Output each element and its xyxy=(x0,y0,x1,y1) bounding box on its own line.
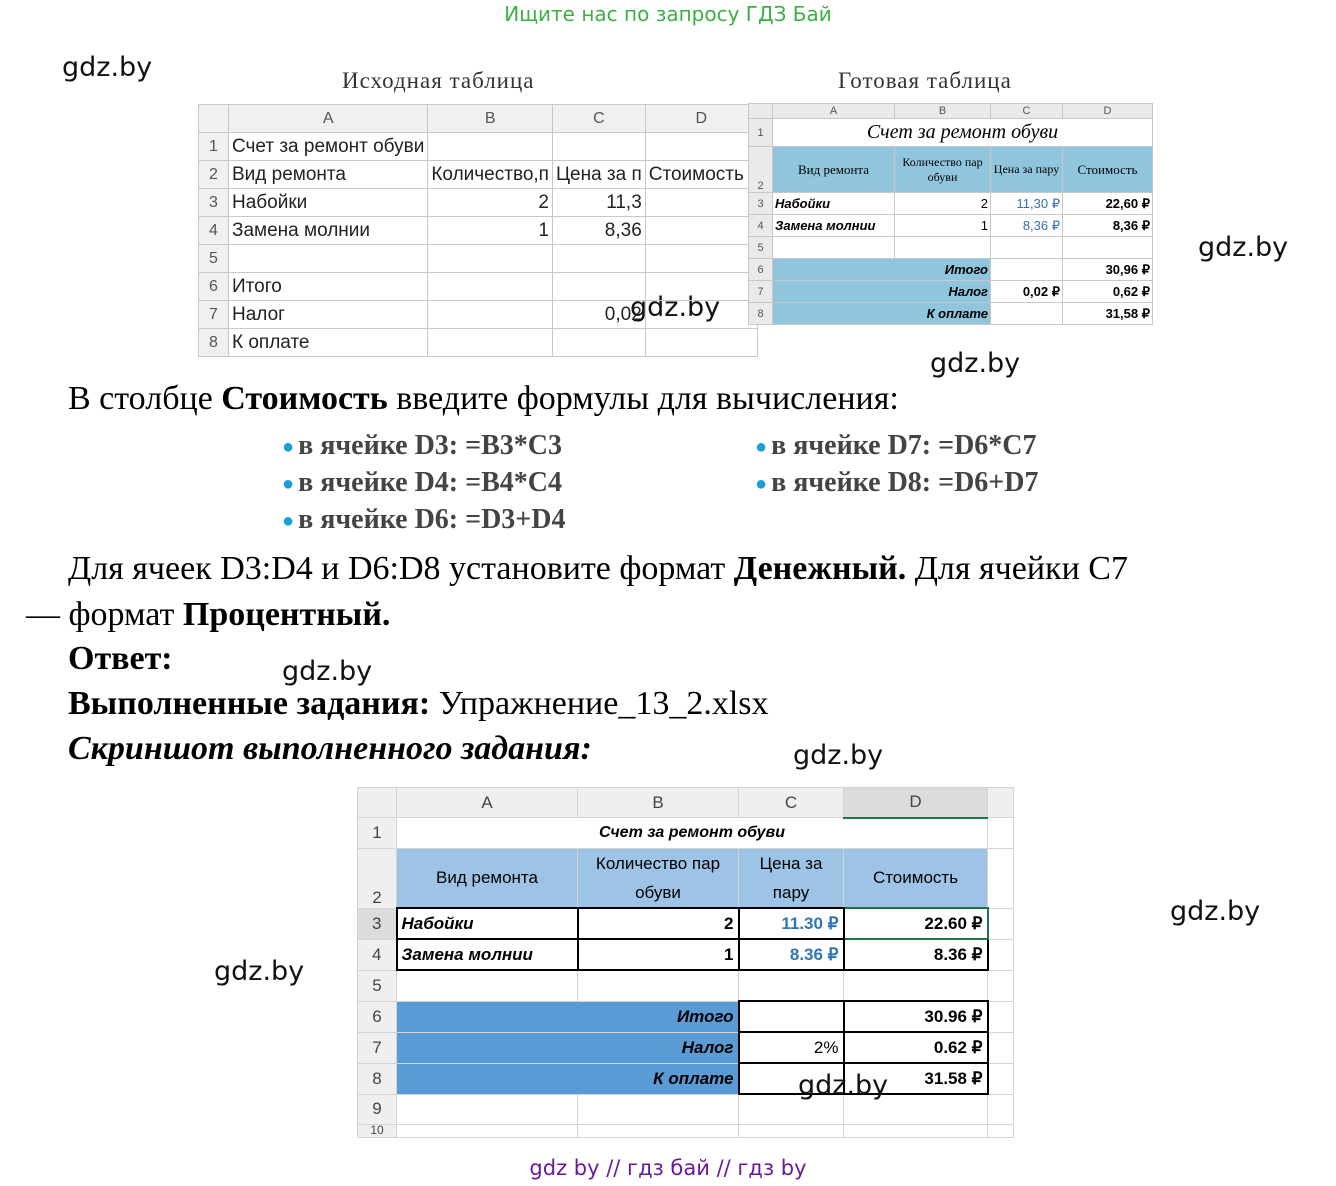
table-row xyxy=(749,193,1153,215)
column-header: A xyxy=(773,104,895,119)
cell[interactable]: Замена молнии xyxy=(397,939,578,970)
cell: Цена за п xyxy=(552,161,645,189)
cell: Набойки xyxy=(773,193,895,215)
cell: К оплате xyxy=(229,329,428,357)
table-row xyxy=(749,259,1153,281)
cell: 0,02 xyxy=(552,301,645,329)
cell[interactable] xyxy=(988,1094,1014,1125)
cell[interactable] xyxy=(578,1125,739,1138)
cell: Счет за ремонт обуви xyxy=(229,133,428,161)
cell: 0,62 ₽ xyxy=(1063,281,1153,303)
column-header: D xyxy=(1063,104,1153,119)
column-header: A xyxy=(229,105,428,133)
cell xyxy=(645,133,757,161)
cell[interactable] xyxy=(988,1125,1014,1138)
cell[interactable]: 31.58 ₽ xyxy=(844,1063,988,1094)
column-header: D xyxy=(645,105,757,133)
row-number: 5 xyxy=(199,245,229,273)
caption-done-table: Готовая таблица xyxy=(838,68,1012,93)
table-row xyxy=(358,1094,1014,1125)
table-row xyxy=(749,237,1153,259)
cell[interactable] xyxy=(844,970,988,1001)
row-number: 4 xyxy=(199,217,229,245)
invoice-title[interactable]: Счет за ремонт обуви xyxy=(397,818,988,849)
corner-cell xyxy=(749,104,773,119)
excel-sheet[interactable] xyxy=(357,787,1014,1138)
row-number: 1 xyxy=(749,119,773,147)
row-number[interactable]: 10 xyxy=(358,1125,397,1138)
table-row xyxy=(358,1001,1014,1032)
row-number[interactable]: 9 xyxy=(358,1094,397,1125)
formula-item: ● в ячейке D3: =B3*C3 xyxy=(282,430,562,461)
invoice-title: Счет за ремонт обуви xyxy=(773,119,1153,147)
total-label: Итого xyxy=(773,259,991,281)
cell: Замена молнии xyxy=(229,217,428,245)
header-cell[interactable]: Стоимость xyxy=(844,848,988,908)
done-tasks: Выполненные задания: Упражнение_13_2.xlsx xyxy=(68,685,769,722)
table-row xyxy=(199,217,758,245)
select-all-corner[interactable] xyxy=(358,788,397,818)
table-row xyxy=(749,303,1153,325)
row-number: 2 xyxy=(199,161,229,189)
cell[interactable]: 11.30 ₽ xyxy=(739,908,844,939)
cell xyxy=(428,273,553,301)
watermark: gdz.by xyxy=(930,348,1021,379)
header-cell[interactable]: Цена за пару xyxy=(739,848,844,908)
formula-item: ● в ячейке D4: =B4*C4 xyxy=(282,467,562,498)
cell xyxy=(552,329,645,357)
table-row xyxy=(199,245,758,273)
formula-item: ● в ячейке D6: =D3+D4 xyxy=(282,504,566,535)
cell[interactable]: 1 xyxy=(578,939,739,970)
cell xyxy=(991,303,1063,325)
cell[interactable] xyxy=(397,1125,578,1138)
row-number: 8 xyxy=(749,303,773,325)
cell[interactable] xyxy=(988,848,1014,908)
column-header[interactable]: A xyxy=(397,788,578,818)
cell[interactable] xyxy=(988,1063,1014,1094)
cell[interactable]: 8.36 ₽ xyxy=(844,939,988,970)
row-number: 6 xyxy=(199,273,229,301)
watermark: gdz.by xyxy=(793,740,884,771)
cell: 11,30 ₽ xyxy=(991,193,1063,215)
column-header[interactable]: C xyxy=(739,788,844,818)
total-label[interactable]: Итого xyxy=(397,1001,739,1032)
cell[interactable] xyxy=(844,1125,988,1138)
cell: 22,60 ₽ xyxy=(1063,193,1153,215)
watermark: gdz.by xyxy=(282,656,373,687)
table-row xyxy=(358,1063,1014,1094)
cell xyxy=(645,273,757,301)
cell xyxy=(991,237,1063,259)
column-header[interactable]: B xyxy=(578,788,739,818)
header-cell: Количество пар обуви xyxy=(895,147,991,193)
column-header: C xyxy=(552,105,645,133)
cell xyxy=(773,237,895,259)
watermark: gdz.by xyxy=(1198,232,1289,263)
cell xyxy=(991,259,1063,281)
cell xyxy=(645,245,757,273)
cell xyxy=(645,217,757,245)
row-number[interactable]: 5 xyxy=(358,970,397,1001)
row-number: 7 xyxy=(199,301,229,329)
header-cell[interactable]: Вид ремонта xyxy=(397,848,578,908)
cell[interactable] xyxy=(988,970,1014,1001)
row-number[interactable]: 4 xyxy=(358,939,397,970)
cell[interactable] xyxy=(578,970,739,1001)
row-number[interactable]: 8 xyxy=(358,1063,397,1094)
cell xyxy=(428,245,553,273)
source-table xyxy=(198,104,758,357)
table-row xyxy=(358,908,1014,939)
cell[interactable] xyxy=(988,1032,1014,1063)
format-instruction-cont: — формат Процентный. xyxy=(26,596,391,633)
watermark: gdz.by xyxy=(214,956,305,987)
cell xyxy=(1063,237,1153,259)
cell xyxy=(552,133,645,161)
screenshot-label: Скриншот выполненного задания: xyxy=(68,730,592,767)
cell[interactable] xyxy=(739,1001,844,1032)
cell[interactable]: 30.96 ₽ xyxy=(844,1001,988,1032)
cell: 8,36 ₽ xyxy=(1063,215,1153,237)
cell[interactable] xyxy=(397,1094,578,1125)
watermark: gdz.by xyxy=(1170,896,1261,927)
header-cell[interactable]: Количество пар обуви xyxy=(578,848,739,908)
payable-label[interactable]: К оплате xyxy=(397,1063,739,1094)
format-instruction: Для ячеек D3:D4 и D6:D8 установите формат Денежный. Для ячейки C7 xyxy=(68,550,1128,587)
top-banner[interactable]: Ищите нас по запросу ГДЗ Бай xyxy=(504,2,832,26)
cell xyxy=(645,189,757,217)
header-cell: Вид ремонта xyxy=(773,147,895,193)
row-number[interactable]: 6 xyxy=(358,1001,397,1032)
table-row xyxy=(749,281,1153,303)
cell[interactable] xyxy=(397,970,578,1001)
formula-item: ● в ячейке D8: =D6+D7 xyxy=(755,467,1039,498)
formula-item: ● в ячейке D7: =D6*C7 xyxy=(755,430,1037,461)
row-number[interactable]: 7 xyxy=(358,1032,397,1063)
cell xyxy=(645,301,757,329)
cell xyxy=(229,245,428,273)
cell: Налог xyxy=(229,301,428,329)
tax-label: Налог xyxy=(773,281,991,303)
cell[interactable]: 2 xyxy=(578,908,739,939)
cell[interactable] xyxy=(739,1125,844,1138)
cell: Набойки xyxy=(229,189,428,217)
cell[interactable] xyxy=(988,1001,1014,1032)
row-number: 7 xyxy=(749,281,773,303)
caption-source-table: Исходная таблица xyxy=(342,68,535,93)
row-number: 4 xyxy=(749,215,773,237)
cell[interactable] xyxy=(988,939,1014,970)
cell xyxy=(428,301,553,329)
cell: 1 xyxy=(895,215,991,237)
row-number: 8 xyxy=(199,329,229,357)
watermark: gdz.by xyxy=(798,1070,889,1101)
table-row xyxy=(358,1032,1014,1063)
row-number: 1 xyxy=(199,133,229,161)
row-number: 3 xyxy=(749,193,773,215)
done-table xyxy=(748,103,1153,325)
row-number[interactable]: 1 xyxy=(358,818,397,849)
cell[interactable]: 2% xyxy=(739,1032,844,1063)
table-row xyxy=(199,133,758,161)
cell: 2 xyxy=(428,189,553,217)
row-number[interactable]: 2 xyxy=(358,848,397,908)
watermark: gdz.by xyxy=(630,292,721,323)
row-number: 6 xyxy=(749,259,773,281)
cell xyxy=(895,237,991,259)
cell: Стоимость xyxy=(645,161,757,189)
corner-cell xyxy=(199,105,229,133)
watermark: gdz.by xyxy=(62,52,153,83)
row-number[interactable]: 3 xyxy=(358,908,397,939)
row-number: 3 xyxy=(199,189,229,217)
cell xyxy=(552,245,645,273)
cell: 31,58 ₽ xyxy=(1063,303,1153,325)
cell xyxy=(428,329,553,357)
cell: 30,96 ₽ xyxy=(1063,259,1153,281)
cell xyxy=(428,133,553,161)
selected-cell[interactable]: 22.60 ₽ xyxy=(844,908,988,939)
table-row xyxy=(199,329,758,357)
cell[interactable] xyxy=(739,970,844,1001)
cell: 1 xyxy=(428,217,553,245)
column-header[interactable] xyxy=(988,788,1014,818)
cell: 2 xyxy=(895,193,991,215)
cell: 11,3 xyxy=(552,189,645,217)
cell[interactable]: Набойки xyxy=(397,908,578,939)
column-header: B xyxy=(428,105,553,133)
formula-intro: В столбце Стоимость введите формулы для вычисления: xyxy=(68,380,899,417)
table-row xyxy=(199,189,758,217)
row-number: 2 xyxy=(749,147,773,193)
cell[interactable]: 8.36 ₽ xyxy=(739,939,844,970)
header-cell: Цена за пару xyxy=(991,147,1063,193)
table-row xyxy=(749,215,1153,237)
cell xyxy=(552,273,645,301)
cell: Количество,п xyxy=(428,161,553,189)
tax-label[interactable]: Налог xyxy=(397,1032,739,1063)
footer-links[interactable]: gdz by // гдз бай // гдз by xyxy=(529,1156,807,1180)
header-cell: Стоимость xyxy=(1063,147,1153,193)
table-row xyxy=(199,161,758,189)
column-header: B xyxy=(895,104,991,119)
cell[interactable]: 0.62 ₽ xyxy=(844,1032,988,1063)
cell: Вид ремонта xyxy=(229,161,428,189)
table-row xyxy=(358,1125,1014,1138)
table-row xyxy=(358,970,1014,1001)
column-header: C xyxy=(991,104,1063,119)
table-row xyxy=(199,273,758,301)
cell[interactable] xyxy=(988,818,1014,849)
column-header[interactable]: D xyxy=(844,788,988,818)
row-number: 5 xyxy=(749,237,773,259)
answer-label: Ответ: xyxy=(68,640,173,677)
cell: 8,36 xyxy=(552,217,645,245)
cell[interactable] xyxy=(988,908,1014,939)
payable-label: К оплате xyxy=(773,303,991,325)
table-row xyxy=(199,301,758,329)
cell: Итого xyxy=(229,273,428,301)
cell: 8,36 ₽ xyxy=(991,215,1063,237)
table-row xyxy=(358,939,1014,970)
cell xyxy=(645,329,757,357)
cell: 0,02 ₽ xyxy=(991,281,1063,303)
cell: Замена молнии xyxy=(773,215,895,237)
cell[interactable] xyxy=(578,1094,739,1125)
